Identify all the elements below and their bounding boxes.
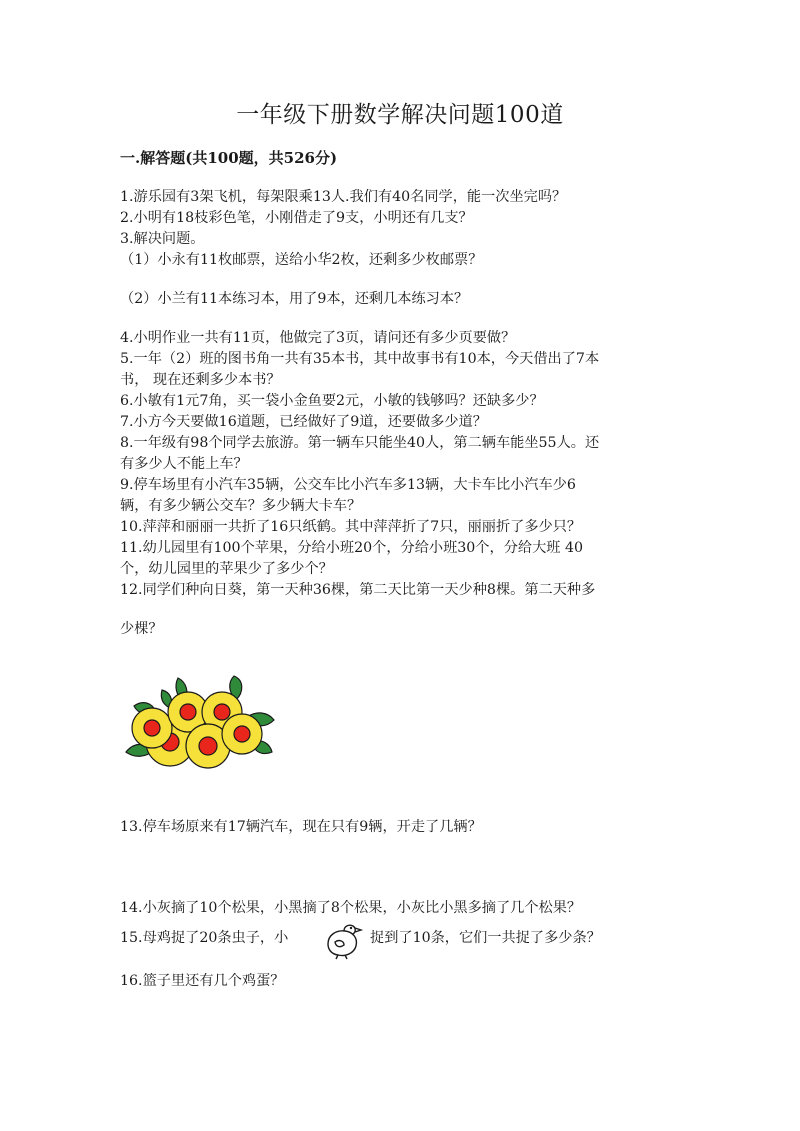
chick-illustration: [320, 922, 366, 960]
section-heading: 一.解答题(共100题，共526分): [120, 149, 338, 167]
question-3: 3.解决问题。: [120, 231, 205, 247]
question-1: 1.游乐园有3架飞机，每架限乘13人.我们有40名同学，能一次坐完吗？: [120, 189, 567, 205]
question-4: 4.小明作业一共有11页，他做完了3页，请问还有多少页要做？: [120, 330, 516, 346]
question-9-line-2: 辆，有多少辆公交车？多少辆大卡车？: [120, 498, 362, 514]
chick-body: [328, 931, 356, 956]
question-6: 6.小敏有1元7角，买一袋小金鱼要2元，小敏的钱够吗？还缺多少？: [120, 393, 544, 409]
question-12-line-2: 少棵？: [120, 621, 163, 637]
question-11-line-1: 11.幼儿园里有100个苹果，分给小班20个，分给小班30个，分给大班 40: [120, 540, 584, 556]
chick-wing: [335, 941, 344, 947]
page-title: 一年级下册数学解决问题100道: [236, 102, 564, 128]
flower-head: [222, 714, 262, 754]
question-8-line-2: 有多少人不能上车？: [120, 456, 248, 472]
question-15-part-2: 捉到了10条，它们一共捉了多少条？: [370, 930, 601, 946]
question-3-part-1: （1）小永有11枚邮票，送给小华2枚，还剩多少枚邮票？: [120, 252, 483, 268]
sunflower-illustration: [122, 672, 278, 784]
question-5-line-2: 书， 现在还剩多少本书？: [120, 372, 281, 388]
flower-head: [132, 708, 172, 748]
question-16: 16.篮子里还有几个鸡蛋？: [120, 973, 285, 989]
question-7: 7.小方今天要做16道题，已经做好了9道，还要做多少道？: [120, 414, 487, 430]
chick-eye: [350, 927, 352, 929]
question-9-line-1: 9.停车场里有小汽车35辆，公交车比小汽车多13辆，大卡车比小汽车少6: [120, 477, 576, 493]
question-5-line-1: 5.一年（2）班的图书角一共有35本书，其中故事书有10本，今天借出了7本: [120, 351, 600, 367]
question-14: 14.小灰摘了10个松果，小黑摘了8个松果，小灰比小黑多摘了几个松果？: [120, 900, 582, 916]
question-8-line-1: 8.一年级有98个同学去旅游。第一辆车只能坐40人，第二辆车能坐55人。还: [120, 435, 600, 451]
question-3-part-2: （2）小兰有11本练习本，用了9本，还剩几本练习本？: [120, 291, 469, 307]
question-2: 2.小明有18枝彩色笔，小刚借走了9支，小明还有几支？: [120, 210, 473, 226]
question-11-line-2: 个，幼儿园里的苹果少了多少个？: [120, 561, 333, 577]
question-13: 13.停车场原来有17辆汽车，现在只有9辆，开走了几辆？: [120, 819, 482, 835]
question-12-line-1: 12.同学们种向日葵，第一天种36棵，第二天比第一天少种8棵。第二天种多: [120, 582, 596, 598]
question-15-part-1: 15.母鸡捉了20条虫子，小: [120, 930, 289, 946]
question-10: 10.萍萍和丽丽一共折了16只纸鹤。其中萍萍折了7只，丽丽折了多少只？: [120, 519, 582, 535]
flower-group: [132, 692, 262, 768]
